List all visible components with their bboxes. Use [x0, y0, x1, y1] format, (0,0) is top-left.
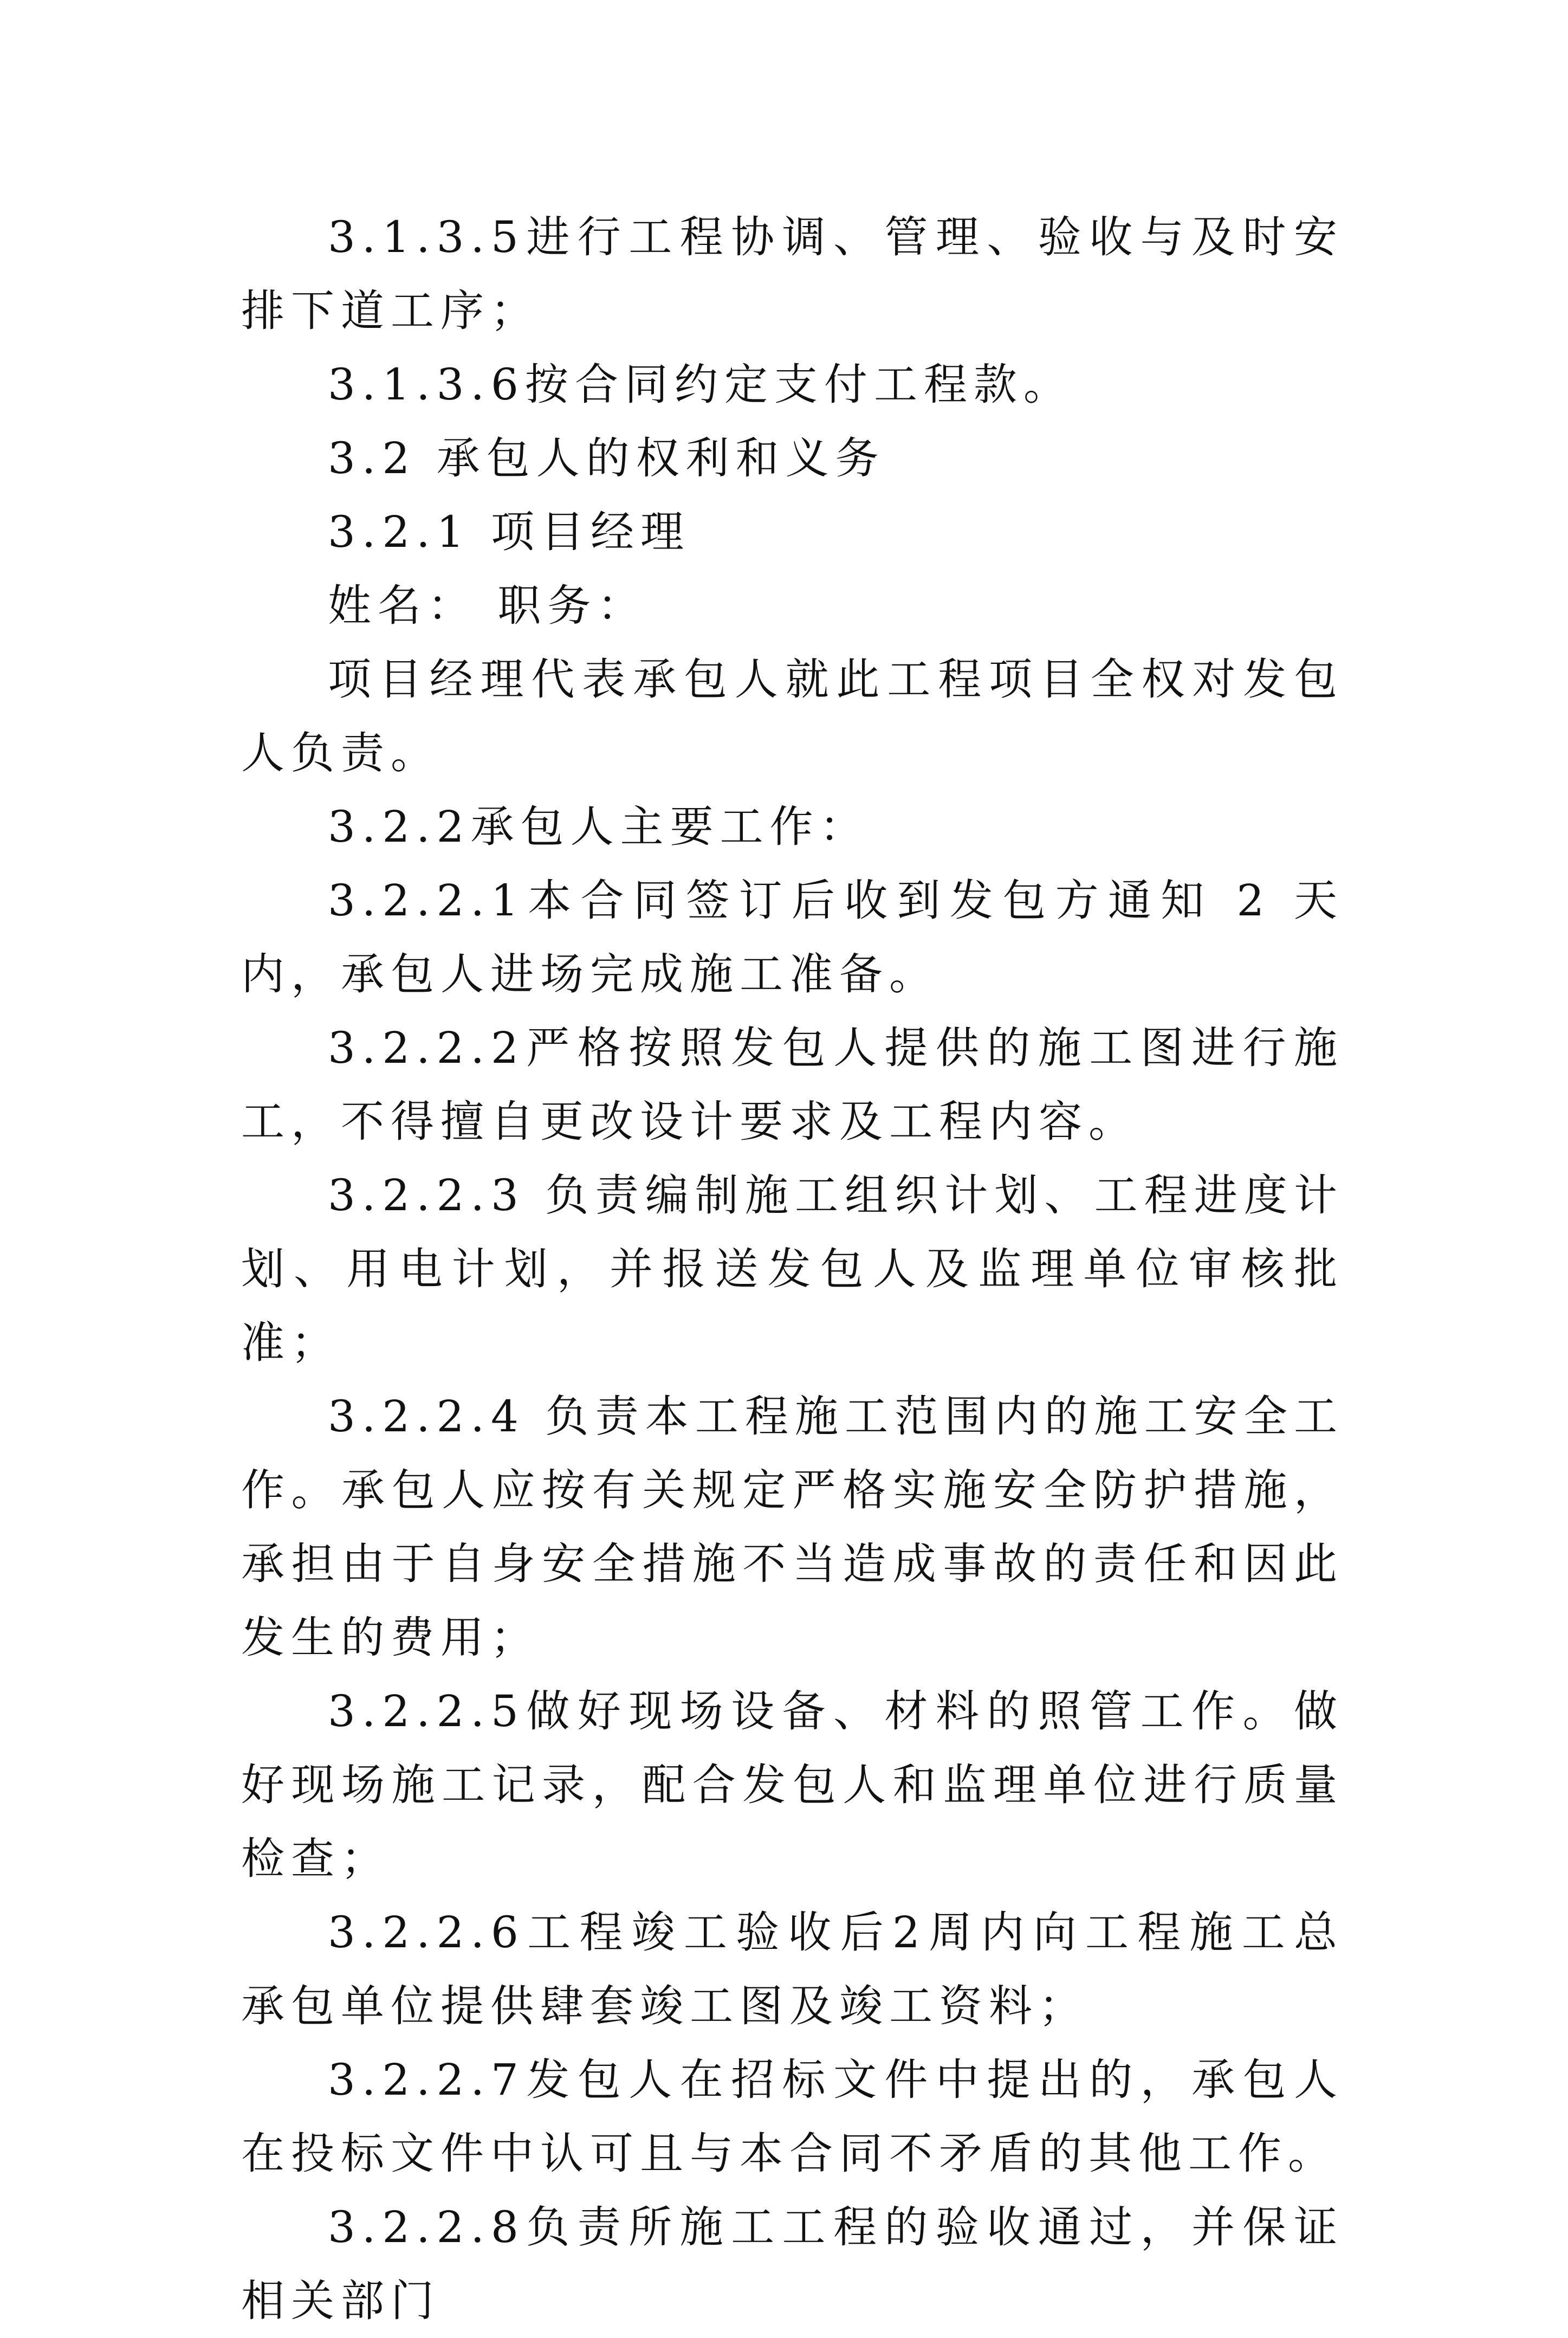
name-position-line: 姓名： 职务： — [328, 580, 647, 631]
paragraph: 3.2.2.2严格按照发包人提供的施工图进行施工，不得擅自更改设计要求及工程内容。 — [241, 1023, 1344, 1147]
subsection-heading: 3.2.1 项目经理 — [328, 507, 690, 557]
paragraph: 3.2.2.4 负责本工程施工范围内的施工安全工作。承包人应按有关规定严格实施安全防护措施，承担由于自身安全措施不当造成事故的责任和因此发生的费用； — [241, 1391, 1344, 1663]
paragraph: 3.2.2.6工程竣工验收后2周内向工程施工总承包单位提供肆套竣工图及竣工资料； — [241, 1907, 1344, 2031]
subsection-heading: 3.2.2承包人主要工作： — [328, 802, 870, 852]
section-heading: 3.2 承包人的权利和义务 — [328, 433, 885, 483]
document-body — [241, 201, 1344, 2338]
paragraph: 3.2.2.7发包人在招标文件中提出的，承包人在投标文件中认可且与本合同不矛盾的其他工作。 — [241, 2055, 1344, 2179]
paragraph: 项目经理代表承包人就此工程项目全权对发包人负责。 — [241, 654, 1344, 778]
paragraph: 3.2.2.3 负责编制施工组织计划、工程进度计划、用电计划，并报送发包人及监理单位审核批准； — [241, 1170, 1344, 1368]
paragraph: 3.1.3.6按合同约定支付工程款。 — [328, 359, 1073, 410]
paragraph: 3.1.3.5进行工程协调、管理、验收与及时安排下道工序； — [241, 212, 1344, 336]
paragraph: 3.2.2.1本合同签订后收到发包方通知 2 天内，承包人进场完成施工准备。 — [241, 875, 1344, 999]
paragraph: 3.2.2.5做好现场设备、材料的照管工作。做好现场施工记录，配合发包人和监理单位进行质量检查； — [241, 1686, 1344, 1884]
paragraph: 3.2.2.8负责所施工工程的验收通过，并保证相关部门 — [241, 2202, 1344, 2326]
